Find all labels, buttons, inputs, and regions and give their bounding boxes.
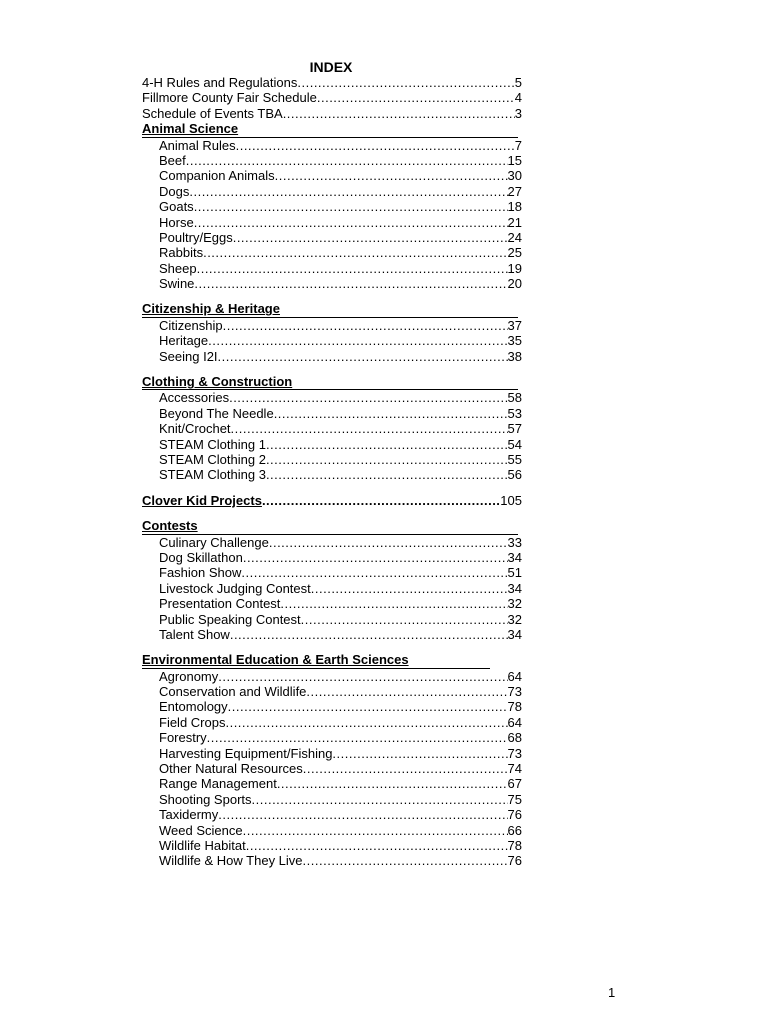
spacer bbox=[142, 364, 522, 374]
index-entry bbox=[142, 581, 522, 596]
index-entry bbox=[142, 168, 522, 183]
section-heading bbox=[142, 121, 518, 137]
entry-page: 51 bbox=[507, 565, 522, 581]
entry-label: Culinary Challenge bbox=[159, 534, 269, 550]
entry-label: Range Management bbox=[159, 776, 277, 792]
section-heading-text: Citizenship & Heritage bbox=[142, 301, 280, 317]
dot-leader bbox=[266, 437, 508, 452]
dot-leader bbox=[194, 276, 507, 291]
section-heading-text: Clothing & Construction bbox=[142, 374, 293, 390]
entry-label: STEAM Clothing 3 bbox=[159, 467, 266, 483]
entry-label: Clover Kid Projects bbox=[142, 492, 262, 508]
entry-page: 30 bbox=[507, 168, 522, 184]
entry-page: 74 bbox=[507, 761, 522, 777]
dot-leader bbox=[197, 261, 508, 276]
entry-page: 19 bbox=[507, 260, 522, 276]
index-entry bbox=[142, 730, 522, 745]
entry-label: Public Speaking Contest bbox=[159, 611, 301, 627]
entry-page: 15 bbox=[507, 152, 522, 168]
entry-label: Horse bbox=[159, 214, 194, 230]
dot-leader bbox=[243, 823, 508, 838]
entry-page: 75 bbox=[507, 791, 522, 807]
entry-page: 57 bbox=[507, 421, 522, 437]
dot-leader bbox=[223, 318, 508, 333]
dot-leader bbox=[218, 807, 507, 822]
index-entry bbox=[142, 230, 522, 245]
entry-label: Swine bbox=[159, 276, 195, 292]
entry-label: Schedule of Events TBA bbox=[142, 105, 283, 121]
entry-label: Heritage bbox=[159, 333, 209, 349]
dot-leader bbox=[317, 90, 515, 105]
entry-label: Wildlife Habitat bbox=[159, 837, 246, 853]
entry-page: 53 bbox=[507, 405, 522, 421]
index-entry bbox=[142, 776, 522, 791]
entry-page: 25 bbox=[507, 245, 522, 261]
entry-label: Harvesting Equipment/Fishing bbox=[159, 745, 333, 761]
spacer bbox=[142, 642, 522, 652]
dot-leader bbox=[225, 715, 507, 730]
index-entry bbox=[142, 138, 522, 153]
entry-page: 76 bbox=[507, 853, 522, 869]
section-heading-text: Animal Science bbox=[142, 121, 239, 137]
dot-leader bbox=[303, 761, 508, 776]
dot-leader bbox=[233, 230, 508, 245]
entry-label: Beyond The Needle bbox=[159, 405, 274, 421]
index-entry bbox=[142, 467, 522, 482]
dot-leader bbox=[203, 245, 507, 260]
entry-label: Poultry/Eggs bbox=[159, 229, 233, 245]
entry-page: 27 bbox=[507, 183, 522, 199]
dot-leader bbox=[186, 153, 508, 168]
dot-leader bbox=[207, 730, 508, 745]
index-entry bbox=[142, 215, 522, 230]
entry-label: Fashion Show bbox=[159, 565, 242, 581]
dot-leader bbox=[269, 535, 508, 550]
index-entry bbox=[142, 421, 522, 436]
spacer bbox=[142, 483, 522, 493]
entry-page: 64 bbox=[507, 714, 522, 730]
entry-label: Citizenship bbox=[159, 317, 223, 333]
entry-label: Entomology bbox=[159, 699, 228, 715]
spacer bbox=[142, 291, 522, 301]
entry-label: Other Natural Resources bbox=[159, 761, 303, 777]
page-number: 1 bbox=[608, 985, 616, 1000]
index-entry bbox=[142, 452, 522, 467]
entry-page: 34 bbox=[507, 549, 522, 565]
entry-page: 7 bbox=[514, 137, 522, 153]
dot-leader bbox=[231, 421, 508, 436]
index-entry bbox=[142, 199, 522, 214]
index-entry bbox=[142, 792, 522, 807]
index-entry bbox=[142, 627, 522, 642]
entry-page: 64 bbox=[507, 668, 522, 684]
entry-label: Animal Rules bbox=[159, 137, 236, 153]
dot-leader bbox=[311, 581, 508, 596]
entry-label: Conservation and Wildlife bbox=[159, 684, 307, 700]
dot-leader bbox=[218, 669, 507, 684]
dot-leader bbox=[208, 333, 507, 348]
index-entry bbox=[142, 493, 522, 508]
entry-label: Dog Skillathon bbox=[159, 549, 243, 565]
index-entries bbox=[142, 75, 522, 869]
entry-label: Beef bbox=[159, 152, 186, 168]
entry-page: 32 bbox=[507, 611, 522, 627]
entry-page: 4 bbox=[514, 90, 522, 106]
entry-page: 20 bbox=[507, 276, 522, 292]
entry-label: Fillmore County Fair Schedule bbox=[142, 90, 317, 106]
index-title: INDEX bbox=[309, 59, 353, 75]
entry-page: 34 bbox=[507, 580, 522, 596]
entry-page: 58 bbox=[507, 390, 522, 406]
entry-page: 68 bbox=[507, 730, 522, 746]
dot-leader bbox=[301, 612, 508, 627]
entry-label: Knit/Crochet bbox=[159, 421, 231, 437]
dot-leader bbox=[332, 746, 507, 761]
entry-label: Rabbits bbox=[159, 245, 204, 261]
spacer bbox=[142, 508, 522, 518]
entry-page: 24 bbox=[507, 229, 522, 245]
index-entry bbox=[142, 550, 522, 565]
dot-leader bbox=[230, 627, 508, 642]
index-entry bbox=[142, 565, 522, 580]
entry-page: 55 bbox=[507, 451, 522, 467]
index-entry bbox=[142, 75, 522, 90]
dot-leader bbox=[280, 596, 507, 611]
entry-page: 54 bbox=[507, 436, 522, 452]
dot-leader bbox=[218, 349, 508, 364]
dot-leader bbox=[274, 406, 508, 421]
index-entry bbox=[142, 349, 522, 364]
entry-label: Field Crops bbox=[159, 714, 226, 730]
entry-label: Livestock Judging Contest bbox=[159, 580, 311, 596]
entry-label: Companion Animals bbox=[159, 168, 275, 184]
dot-leader bbox=[194, 199, 508, 214]
entry-label: Weed Science bbox=[159, 822, 243, 838]
index-entry bbox=[142, 318, 522, 333]
entry-label: Forestry bbox=[159, 730, 207, 746]
entry-page: 5 bbox=[514, 75, 522, 90]
entry-label: STEAM Clothing 2 bbox=[159, 451, 266, 467]
index-entry bbox=[142, 746, 522, 761]
entry-page: 32 bbox=[507, 596, 522, 612]
entry-label: Accessories bbox=[159, 390, 230, 406]
entry-label: Taxidermy bbox=[159, 807, 219, 823]
entry-label: Presentation Contest bbox=[159, 596, 281, 612]
index-entry bbox=[142, 153, 522, 168]
index-entry bbox=[142, 90, 522, 105]
dot-leader bbox=[252, 792, 508, 807]
entry-page: 76 bbox=[507, 807, 522, 823]
index-entry bbox=[142, 853, 522, 868]
entry-page: 33 bbox=[507, 534, 522, 550]
dot-leader bbox=[243, 550, 508, 565]
index-entry bbox=[142, 669, 522, 684]
index-entry bbox=[142, 596, 522, 611]
index-entry bbox=[142, 261, 522, 276]
index-entry bbox=[142, 715, 522, 730]
index-entry bbox=[142, 333, 522, 348]
dot-leader bbox=[283, 106, 515, 121]
entry-page: 56 bbox=[507, 467, 522, 483]
entry-label: STEAM Clothing 1 bbox=[159, 436, 266, 452]
dot-leader bbox=[277, 776, 508, 791]
entry-label: Dogs bbox=[159, 183, 190, 199]
entry-page: 73 bbox=[507, 745, 522, 761]
entry-label: Wildlife & How They Live bbox=[159, 853, 303, 869]
entry-page: 3 bbox=[514, 105, 522, 121]
entry-label: Goats bbox=[159, 199, 194, 215]
entry-label: Sheep bbox=[159, 260, 197, 276]
index-entry bbox=[142, 807, 522, 822]
entry-page: 21 bbox=[507, 214, 522, 230]
index-entry bbox=[142, 276, 522, 291]
entry-label: 4-H Rules and Regulations bbox=[142, 75, 298, 90]
entry-label: Agronomy bbox=[159, 668, 219, 684]
dot-leader bbox=[241, 565, 507, 580]
dot-leader bbox=[229, 390, 507, 405]
index-entry bbox=[142, 437, 522, 452]
index-entry bbox=[142, 184, 522, 199]
dot-leader bbox=[266, 452, 508, 467]
section-heading-text: Environmental Education & Earth Sciences bbox=[142, 652, 409, 668]
dot-leader bbox=[236, 138, 515, 153]
entry-label: Talent Show bbox=[159, 626, 230, 642]
dot-leader bbox=[194, 215, 508, 230]
dot-leader bbox=[297, 75, 514, 90]
entry-page: 78 bbox=[507, 837, 522, 853]
entry-label: Shooting Sports bbox=[159, 791, 252, 807]
entry-page: 66 bbox=[507, 822, 522, 838]
entry-page: 37 bbox=[507, 317, 522, 333]
dot-leader bbox=[275, 168, 508, 183]
section-heading bbox=[142, 301, 518, 317]
entry-label: Seeing I2I bbox=[159, 348, 218, 364]
dot-leader bbox=[189, 184, 507, 199]
dot-leader bbox=[306, 684, 507, 699]
entry-page: 18 bbox=[507, 199, 522, 215]
dot-leader bbox=[246, 838, 508, 853]
entry-page: 73 bbox=[507, 684, 522, 700]
section-heading bbox=[142, 652, 490, 668]
index-entry bbox=[142, 838, 522, 853]
index-entry bbox=[142, 684, 522, 699]
index-entry bbox=[142, 390, 522, 405]
section-heading-text: Contests bbox=[142, 518, 198, 534]
index-entry bbox=[142, 535, 522, 550]
index-entry bbox=[142, 406, 522, 421]
index-entry bbox=[142, 699, 522, 714]
section-heading bbox=[142, 518, 518, 534]
entry-page: 105 bbox=[500, 492, 522, 508]
dot-leader bbox=[303, 853, 508, 868]
index-entry bbox=[142, 106, 522, 121]
dot-leader bbox=[266, 467, 508, 482]
section-heading bbox=[142, 374, 518, 390]
dot-leader bbox=[262, 493, 500, 508]
index-entry bbox=[142, 761, 522, 776]
entry-page: 35 bbox=[507, 333, 522, 349]
entry-page: 34 bbox=[507, 626, 522, 642]
dot-leader bbox=[228, 699, 508, 714]
entry-page: 78 bbox=[507, 699, 522, 715]
entry-page: 38 bbox=[507, 348, 522, 364]
index-entry bbox=[142, 612, 522, 627]
entry-page: 67 bbox=[507, 776, 522, 792]
index-entry bbox=[142, 245, 522, 260]
index-entry bbox=[142, 823, 522, 838]
